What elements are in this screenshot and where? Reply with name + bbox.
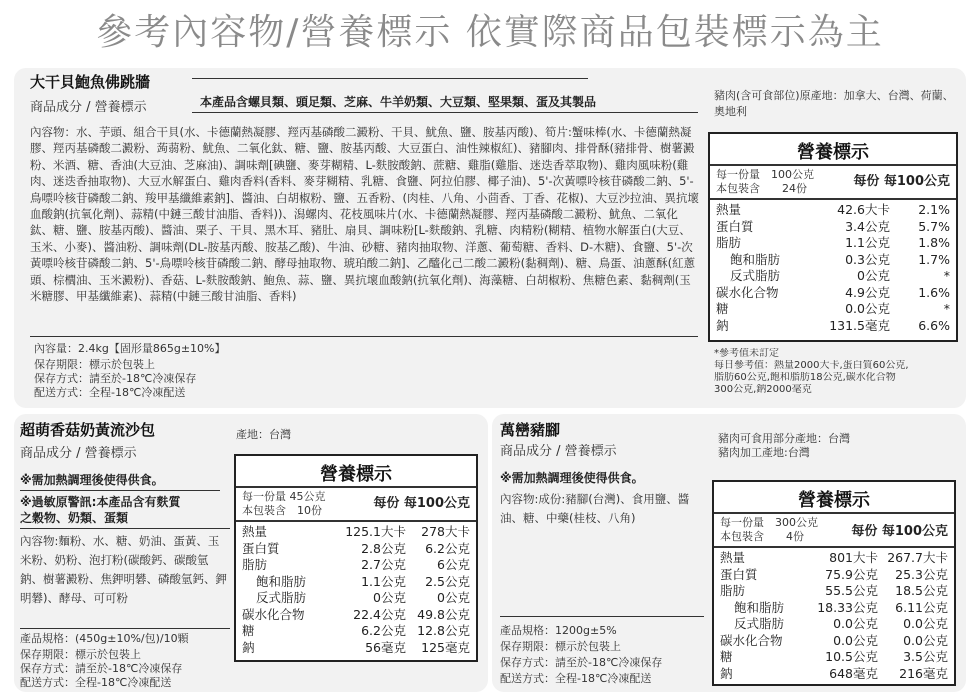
nf-row-name: 鈉 xyxy=(242,639,255,655)
nf-row xyxy=(242,557,470,574)
nf-row-amount: 0公克 xyxy=(373,590,406,605)
nf-row-percent: 1.8% xyxy=(918,235,950,250)
nf-row-percent: 216毫克 xyxy=(899,665,948,681)
nf-row-name: 脂肪 xyxy=(720,583,746,598)
nf-row-name: 碳水化合物 xyxy=(720,632,783,648)
nf-divider xyxy=(710,164,956,166)
nf-row-name: 反式脂肪 xyxy=(256,590,307,605)
nutrition-facts-table xyxy=(234,454,478,662)
nf-row-amount: 1.1公克 xyxy=(361,573,406,589)
nf-row-name: 碳水化合物 xyxy=(716,284,779,300)
ingredients-text: 內容物:麵粉、水、糖、奶油、蛋黃、玉米粉、奶粉、泡打粉(碳酸鈣、碳酸氫鈉、樹薯澱粉、焦鉀明礬、磷酸氫鈣、鉀明礬)、酵母、可可粉 xyxy=(20,534,227,605)
product-spec: 產品規格：(450g±10%/包)/10顆 xyxy=(20,632,189,645)
nutrition-facts-table xyxy=(712,480,956,686)
nf-row-amount: 801大卡 xyxy=(829,550,878,565)
nf-row-percent: * xyxy=(943,268,950,283)
nf-row-name: 糖 xyxy=(720,649,733,664)
nf-row xyxy=(242,541,470,558)
nf-row-name: 蛋白質 xyxy=(716,218,754,234)
content-amount: 內容量：2.4kg【固形量865g±10%】 xyxy=(34,342,226,355)
nf-row-amount: 0.0公克 xyxy=(845,301,890,316)
nf-row-name: 熱量 xyxy=(720,550,746,565)
allergen-warning: ※過敏原警訊:本產品含有麩質 xyxy=(20,495,181,509)
allergen-line: 本產品含螺貝類、頭足類、芝麻、牛羊奶類、大豆類、堅果類、蛋及其製品 xyxy=(200,95,597,109)
origin-text: 豬肉(含可食部位)原產地：加拿大、台灣、荷蘭、奧地利 xyxy=(714,89,954,118)
nf-footnote: 脂肪60公克,飽和脂肪18公克,碳水化合物 xyxy=(714,372,896,383)
divider xyxy=(20,528,230,529)
delivery-method: 配送方式：全程-18℃冷凍配送 xyxy=(34,386,186,399)
product-title: 超萌香菇奶黃流沙包 xyxy=(20,422,156,438)
nf-row-name: 飽和脂肪 xyxy=(734,599,785,615)
delivery-method: 配送方式：全程-18℃冷凍配送 xyxy=(500,672,652,685)
origin-note xyxy=(714,88,954,120)
servings-per-pack: 本包裝含 4份 xyxy=(720,530,804,543)
nf-row-percent: * xyxy=(943,301,950,316)
nf-row-percent: 3.5公克 xyxy=(903,649,948,664)
nf-rows xyxy=(716,202,950,334)
allergen-warning-2: 之穀物、奶類、蛋類 xyxy=(20,511,129,525)
serving-size: 每一份量 100公克 xyxy=(716,168,814,181)
nf-row-name: 鈉 xyxy=(720,665,733,681)
servings-per-pack: 本包裝含 24份 xyxy=(716,182,807,195)
storage-method: 保存方式：請至於-18℃冷凍保存 xyxy=(500,656,663,669)
nf-rows xyxy=(242,524,470,656)
nf-row-name: 脂肪 xyxy=(716,235,742,250)
nf-row xyxy=(720,633,948,650)
nf-row-name: 蛋白質 xyxy=(720,566,758,582)
nf-row xyxy=(242,574,470,591)
nf-row xyxy=(720,616,948,633)
nf-row xyxy=(720,567,948,584)
nf-row-percent: 2.5公克 xyxy=(425,573,470,589)
nf-row-amount: 6.2公克 xyxy=(361,623,406,638)
nf-divider xyxy=(236,486,476,488)
nf-row-percent: 18.5公克 xyxy=(895,583,948,598)
product-title: 萬巒豬腳 xyxy=(500,422,561,438)
nf-row xyxy=(716,252,950,269)
nf-row-percent: 12.8公克 xyxy=(417,623,470,638)
origin-text: 豬肉可食用部分產地：台灣 xyxy=(718,432,850,445)
product-subtitle: 商品成分 / 營養標示 xyxy=(500,444,617,459)
nf-row-percent: 6.6% xyxy=(918,317,950,333)
nf-row xyxy=(720,550,948,567)
nf-row-percent: 0公克 xyxy=(437,590,470,605)
nf-row-percent: 125毫克 xyxy=(421,639,470,655)
nf-row-amount: 22.4公克 xyxy=(353,606,406,622)
origin-text: 產地：台灣 xyxy=(236,428,291,441)
shelf-life: 保存期限：標示於包裝上 xyxy=(20,648,141,661)
nf-row-name: 碳水化合物 xyxy=(242,606,305,622)
nf-row-percent: 25.3公克 xyxy=(895,566,948,582)
nf-row-name: 糖 xyxy=(242,623,255,638)
nf-row xyxy=(242,590,470,607)
nf-row-percent: 0.0公克 xyxy=(903,616,948,631)
shelf-life: 保存期限：標示於包裝上 xyxy=(500,640,621,653)
nf-row-name: 脂肪 xyxy=(242,557,268,572)
nf-divider xyxy=(714,512,954,514)
product-card-1 xyxy=(14,68,966,408)
nf-row xyxy=(716,318,950,335)
product-card-3 xyxy=(492,414,966,692)
nf-row xyxy=(716,202,950,219)
nf-footnote: *參考值未訂定 xyxy=(714,348,779,359)
nf-row xyxy=(242,607,470,624)
nf-row-name: 糖 xyxy=(716,301,729,316)
nutrition-title: 營養標示 xyxy=(320,464,392,485)
nf-row-percent: 6.2公克 xyxy=(425,540,470,556)
nf-row-amount: 1.1公克 xyxy=(845,235,890,250)
nf-row-amount: 42.6大卡 xyxy=(837,202,890,217)
nf-row-percent: 1.7% xyxy=(918,251,950,267)
ingredients-text: 內容物:成份:豬腳(台灣)、食用鹽、醬油、糖、中藥(桂枝、八角) xyxy=(500,492,690,525)
nf-row-amount: 0.0公克 xyxy=(833,616,878,631)
product-card-2 xyxy=(14,414,488,692)
divider xyxy=(20,490,220,491)
nf-row-amount: 125.1大卡 xyxy=(345,524,406,539)
nf-row-amount: 18.33公克 xyxy=(817,599,878,615)
allergen-divider xyxy=(192,112,698,113)
nf-row xyxy=(716,268,950,285)
nf-row-name: 蛋白質 xyxy=(242,540,280,556)
nf-row xyxy=(242,640,470,657)
nf-divider xyxy=(714,546,954,548)
page-banner: 參考內容物/營養標示 依實際商品包裝標示為主 xyxy=(96,12,884,53)
nf-row-percent: 278大卡 xyxy=(421,524,470,539)
nf-row-amount: 0.3公克 xyxy=(845,251,890,267)
nf-row-percent: 5.7% xyxy=(918,218,950,234)
nf-row xyxy=(242,524,470,541)
nf-divider xyxy=(710,198,956,200)
serving-size: 每一份量 300公克 xyxy=(720,516,818,529)
nf-row-name: 反式脂肪 xyxy=(730,268,781,283)
nf-row-name: 飽和脂肪 xyxy=(256,573,307,589)
storage-method: 保存方式：請至於-18℃冷凍保存 xyxy=(20,662,183,675)
product-subtitle: 商品成分 / 營養標示 xyxy=(30,100,147,115)
nf-row-percent: 49.8公克 xyxy=(417,606,470,622)
storage-method: 保存方式：請至於-18℃冷凍保存 xyxy=(34,372,197,385)
product-subtitle: 商品成分 / 營養標示 xyxy=(20,446,137,461)
nf-row xyxy=(720,649,948,666)
nf-row-amount: 10.5公克 xyxy=(825,649,878,664)
nutrition-title: 營養標示 xyxy=(798,490,870,511)
nf-row-amount: 55.5公克 xyxy=(825,583,878,598)
title-divider xyxy=(192,78,588,79)
nf-row-amount: 131.5毫克 xyxy=(829,317,890,333)
nf-row-amount: 56毫克 xyxy=(365,639,406,655)
nf-row-percent: 1.6% xyxy=(918,284,950,300)
heating-note: ※需加熱調理後使得供食。 xyxy=(20,473,164,487)
nf-row-name: 鈉 xyxy=(716,317,729,333)
serving-size: 每一份量 45公克 xyxy=(242,490,326,503)
nf-row xyxy=(716,235,950,252)
nf-row xyxy=(716,219,950,236)
nf-row xyxy=(720,666,948,683)
nf-column-head: 每份 每100公克 xyxy=(853,174,950,189)
nf-row-percent: 6公克 xyxy=(437,557,470,572)
nf-row-percent: 6.11公克 xyxy=(895,599,948,615)
nutrition-facts-table xyxy=(708,132,958,342)
nf-row-amount: 2.8公克 xyxy=(361,540,406,556)
nf-row-amount: 4.9公克 xyxy=(845,284,890,300)
nf-row-percent: 2.1% xyxy=(918,202,950,217)
nf-row-percent: 0.0公克 xyxy=(903,632,948,648)
nf-row-percent: 267.7大卡 xyxy=(887,550,948,565)
origin-text-2: 豬肉加工產地:台灣 xyxy=(718,446,810,459)
nf-column-head: 每份 每100公克 xyxy=(373,496,470,511)
divider xyxy=(20,628,230,629)
nf-row xyxy=(720,583,948,600)
nf-footnote: 每日參考值：熱量2000大卡,蛋白質60公克, xyxy=(714,360,909,371)
nf-row-amount: 2.7公克 xyxy=(361,557,406,572)
servings-per-pack: 本包裝含 10份 xyxy=(242,504,322,517)
heating-note: ※需加熱調理後使得供食。 xyxy=(500,471,644,485)
nf-row xyxy=(716,285,950,302)
product-spec: 產品規格：1200g±5% xyxy=(500,624,617,637)
nf-rows xyxy=(720,550,948,682)
divider xyxy=(500,616,704,617)
nf-row-name: 飽和脂肪 xyxy=(730,251,781,267)
shelf-life: 保存期限：標示於包裝上 xyxy=(34,358,155,371)
nf-row-name: 反式脂肪 xyxy=(734,616,785,631)
nf-row-amount: 75.9公克 xyxy=(825,566,878,582)
nf-row xyxy=(242,623,470,640)
nf-row-amount: 3.4公克 xyxy=(845,218,890,234)
nf-divider xyxy=(236,520,476,522)
content-divider xyxy=(30,336,698,337)
nf-row-amount: 648毫克 xyxy=(829,665,878,681)
nf-column-head: 每份 每100公克 xyxy=(851,524,948,539)
nf-row xyxy=(720,600,948,617)
product-title: 大干貝鮑魚佛跳牆 xyxy=(30,74,151,90)
nf-row-name: 熱量 xyxy=(716,202,742,217)
delivery-method: 配送方式：全程-18℃冷凍配送 xyxy=(20,676,172,689)
nf-row-name: 熱量 xyxy=(242,524,268,539)
nf-row-amount: 0公克 xyxy=(857,268,890,283)
nf-footnote: 300公克,鈉2000毫克 xyxy=(714,384,812,395)
nf-row xyxy=(716,301,950,318)
ingredients-text: 內容物：水、芋頭、組合干貝(水、卡德蘭熱凝膠、羥丙基磷酸二澱粉、干貝、魷魚、鹽、胺基丙酸)、筍片:蟹味棒(水、卡德蘭熱凝膠、羥丙基磷酸二澱粉、蒟蒻粉、魷魚、二氧化鈦、糖、鹽、胺基丙酸、大豆蛋白、油性辣椒紅)、豬腳肉、排骨酥(豬排骨、樹薯澱粉、米酒、糖、香油(大豆油、芝麻油)、調味劑[碘鹽、麥芽糊精、L-麩胺酸鈉、蔗糖、雞脂(雞脂、迷迭香萃取物)、雞肉風味粉(雞肉、迷迭香抽取物)、大豆水解蛋白、雞肉香料(香料、麥芽糊精、乳糖、食鹽、阿拉伯膠、椰子油)、5'-次黃嘌呤核苷磷酸二鈉、5'-鳥嘌呤核苷磷酸二鈉、羧甲基纖維素鈉]、醬油、白胡椒粉、鹽、五香粉、(肉桂、八角、小茴香、丁香、花椒)、大豆沙拉油、異抗壞血酸鈉(抗氧化劑)、蒜精(中鏈三酸甘油脂、香料))、潟螺肉、花枝風味片(水、卡德蘭熱凝膠、羥丙基磷酸二澱粉、魷魚、二氧化鈦、糖、鹽、胺基丙酸)、醬油、栗子、干貝、黑木耳、豬肚、扇貝、調味粉[L-麩酸鈉、乳糖、肉精粉(糊精、植物水解蛋白(大豆、玉米、小麥)、醬油粉、調味劑(DL-胺基丙酸、胺基乙酸)、牛油、砂糖、豬肉抽取物、洋蔥、葡萄糖、香料、D-木糖)、食鹽、5'-次黃嘌呤核苷磷酸二鈉、5'-鳥嘌呤核苷磷酸二鈉、酵母抽取物、琥珀酸二鈉]、乙醯化己二酸二澱粉(黏稠劑)、糖、鳥蛋、油蔥酥(紅蔥頭、棕櫚油、玉米澱粉)、香菇、L-麩胺酸鈉、鮑魚、蒜、鹽、異抗壞血酸鈉(抗氧化劑)、海藻糖、白胡椒粉、焦糖色素、黏稠劑(玉米糖膠、甲基纖維素)、蒜精(中鏈三酸甘油脂、香料) xyxy=(30,125,699,304)
nutrition-title: 營養標示 xyxy=(797,142,869,163)
nf-row-amount: 0.0公克 xyxy=(833,632,878,648)
